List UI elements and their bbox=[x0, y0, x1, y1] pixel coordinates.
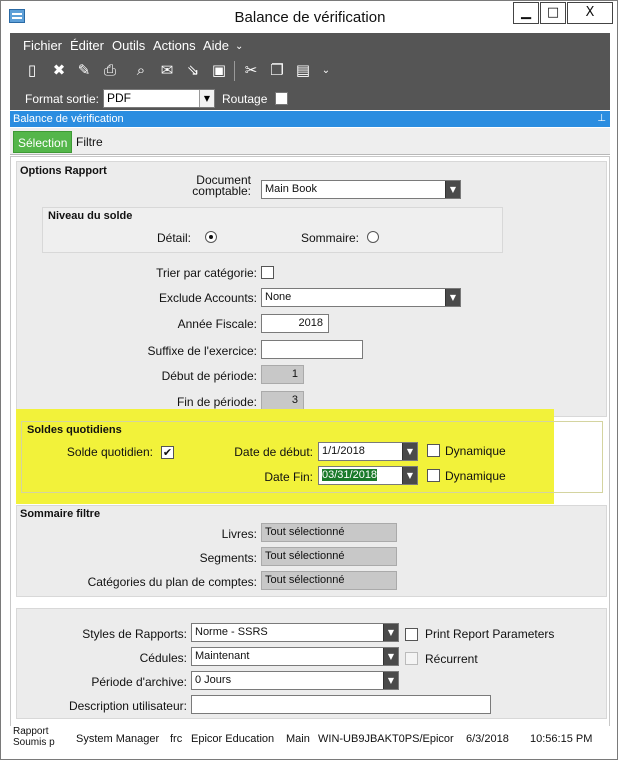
categories-field[interactable]: Tout sélectionné bbox=[261, 571, 397, 590]
description-label: Description utilisateur: bbox=[68, 699, 187, 713]
menu-outils[interactable]: Outils bbox=[112, 38, 146, 53]
pin-icon[interactable]: ⊥ bbox=[597, 113, 606, 124]
status-line2: Soumis p bbox=[13, 737, 55, 748]
chevron-down-icon[interactable]: ▼ bbox=[402, 443, 417, 460]
status-server: WIN-UB9JBAKT0PS/Epicor bbox=[318, 733, 454, 745]
fin-periode-input[interactable]: 3 bbox=[261, 391, 304, 410]
niveau-solde-title: Niveau du solde bbox=[48, 210, 133, 222]
status-bar bbox=[10, 726, 610, 756]
detail-radio[interactable] bbox=[205, 231, 217, 243]
cedules-value: Maintenant bbox=[195, 650, 250, 662]
menu-fichier[interactable]: Fichier bbox=[23, 38, 63, 53]
date-debut-select[interactable] bbox=[318, 442, 418, 461]
chevron-down-icon[interactable]: ▼ bbox=[383, 672, 398, 689]
routage-checkbox[interactable] bbox=[275, 92, 288, 105]
chevron-down-icon[interactable]: ▼ bbox=[445, 289, 460, 306]
suffixe-label: Suffixe de l'exercice: bbox=[147, 344, 257, 358]
chevron-down-icon[interactable]: ▼ bbox=[402, 467, 417, 484]
toolbar-separator bbox=[234, 61, 235, 81]
annee-input[interactable]: 2018 bbox=[261, 314, 329, 333]
menu-overflow-icon[interactable]: ⌄ bbox=[235, 41, 244, 52]
sommaire-filtre-title: Sommaire filtre bbox=[20, 508, 101, 520]
title-bar bbox=[1, 1, 617, 33]
sommaire-label: Sommaire: bbox=[300, 231, 359, 245]
status-line1: Rapport bbox=[13, 726, 49, 737]
exclude-select[interactable] bbox=[261, 288, 461, 307]
segments-field[interactable]: Tout sélectionné bbox=[261, 547, 397, 566]
solde-quotidien-label: Solde quotidien: bbox=[66, 445, 153, 459]
toolbar-area bbox=[10, 33, 610, 110]
suffixe-input[interactable] bbox=[261, 340, 363, 359]
schedule-icon[interactable]: ▣ bbox=[211, 61, 227, 79]
dynamique-debut-label: Dynamique bbox=[445, 444, 506, 458]
date-fin-value: 03/31/2018 bbox=[322, 469, 378, 481]
format-value: PDF bbox=[107, 91, 131, 105]
print-icon[interactable]: ⎙ bbox=[103, 61, 116, 79]
dynamique-fin-checkbox[interactable] bbox=[427, 469, 440, 482]
dynamique-debut-checkbox[interactable] bbox=[427, 444, 440, 457]
copy-icon[interactable]: ❐ bbox=[270, 61, 284, 79]
menu-actions[interactable]: Actions bbox=[153, 38, 196, 53]
clear-icon[interactable]: ✎ bbox=[77, 61, 91, 79]
routage-label: Routage bbox=[222, 92, 268, 106]
recurrent-checkbox[interactable] bbox=[405, 652, 418, 665]
date-debut-label: Date de début: bbox=[234, 445, 313, 459]
status-report-stack bbox=[13, 726, 55, 748]
segments-label: Segments: bbox=[199, 551, 257, 565]
livres-field[interactable]: Tout sélectionné bbox=[261, 523, 397, 542]
menu-aide[interactable]: Aide bbox=[203, 38, 230, 53]
exclude-value: None bbox=[265, 291, 292, 303]
paste-icon[interactable]: ▤ bbox=[295, 61, 311, 79]
status-time: 10:56:15 PM bbox=[530, 733, 593, 745]
status-company: Epicor Education bbox=[191, 733, 275, 745]
styles-label: Styles de Rapports: bbox=[82, 627, 187, 641]
format-label: Format sortie: bbox=[25, 92, 100, 106]
annee-label: Année Fiscale: bbox=[177, 317, 257, 331]
styles-select[interactable] bbox=[191, 623, 399, 642]
maximize-button[interactable]: □ bbox=[540, 2, 566, 24]
panel-title-text: Balance de vérification bbox=[13, 113, 124, 125]
minimize-button[interactable]: ▁ bbox=[513, 2, 539, 24]
dynamique-fin-label: Dynamique bbox=[445, 469, 506, 483]
date-fin-select[interactable] bbox=[318, 466, 418, 485]
livres-label: Livres: bbox=[221, 527, 257, 541]
document-value: Main Book bbox=[265, 183, 317, 195]
status-lang: frc bbox=[170, 733, 183, 745]
date-debut-value: 1/1/2018 bbox=[322, 445, 365, 457]
print-parameters-label: Print Report Parameters bbox=[425, 627, 555, 641]
chevron-down-icon[interactable]: ▼ bbox=[199, 90, 214, 107]
cut-icon[interactable]: ✂ bbox=[244, 61, 258, 79]
periode-archive-value: 0 Jours bbox=[195, 674, 232, 686]
document-label bbox=[151, 175, 251, 197]
recurrent-label: Récurrent bbox=[425, 652, 478, 666]
tab-filtre[interactable]: Filtre bbox=[76, 135, 103, 149]
sommaire-radio[interactable] bbox=[367, 231, 379, 243]
format-row bbox=[10, 89, 610, 109]
overflow-icon[interactable]: ⌄ bbox=[321, 64, 331, 76]
fin-periode-label: Fin de période: bbox=[176, 395, 257, 409]
status-site: Main bbox=[286, 733, 310, 745]
document-select[interactable] bbox=[261, 180, 461, 199]
exclude-label: Exclude Accounts: bbox=[158, 291, 257, 305]
document-label-line2: comptable: bbox=[192, 184, 251, 198]
debut-periode-label: Début de période: bbox=[161, 369, 257, 383]
print-parameters-checkbox[interactable] bbox=[405, 628, 418, 641]
periode-archive-label: Période d'archive: bbox=[91, 675, 187, 689]
periode-archive-select[interactable] bbox=[191, 671, 399, 690]
trier-checkbox[interactable] bbox=[261, 266, 274, 279]
delete-icon[interactable]: ✖ bbox=[52, 61, 66, 79]
debut-periode-input[interactable]: 1 bbox=[261, 365, 304, 384]
print-preview-icon[interactable]: ⌕ bbox=[136, 61, 146, 79]
new-icon[interactable]: ▯ bbox=[27, 61, 37, 79]
tab-bar bbox=[10, 128, 610, 155]
chevron-down-icon[interactable]: ▼ bbox=[383, 624, 398, 641]
options-rapport-title: Options Rapport bbox=[20, 165, 107, 177]
date-fin-label: Date Fin: bbox=[264, 470, 313, 484]
cedules-select[interactable] bbox=[191, 647, 399, 666]
status-date: 6/3/2018 bbox=[466, 733, 509, 745]
panel-title bbox=[10, 111, 610, 127]
status-user: System Manager bbox=[76, 733, 160, 745]
solde-quotidien-checkbox[interactable]: ✔ bbox=[162, 446, 173, 459]
format-select[interactable] bbox=[103, 89, 215, 108]
chevron-down-icon[interactable]: ▼ bbox=[383, 648, 398, 665]
close-button[interactable]: X bbox=[567, 2, 613, 24]
trier-label: Trier par catégorie: bbox=[156, 266, 257, 280]
categories-label: Catégories du plan de comptes: bbox=[87, 575, 257, 589]
send-mail-icon[interactable]: ✉ bbox=[160, 61, 174, 79]
description-input[interactable] bbox=[191, 695, 491, 714]
generate-icon[interactable]: ⇘ bbox=[186, 61, 200, 79]
toolbar-icons bbox=[10, 59, 610, 83]
document-label-line1: Document bbox=[196, 173, 251, 187]
detail-label: Détail: bbox=[156, 231, 191, 245]
menu-editer[interactable]: Éditer bbox=[70, 38, 104, 53]
tab-selection[interactable]: Sélection bbox=[13, 131, 72, 153]
styles-value: Norme - SSRS bbox=[195, 626, 268, 638]
chevron-down-icon[interactable]: ▼ bbox=[445, 181, 460, 198]
cedules-label: Cédules: bbox=[139, 651, 187, 665]
window-title: Balance de vérification bbox=[234, 9, 386, 26]
soldes-quotidiens-title: Soldes quotidiens bbox=[27, 424, 122, 436]
